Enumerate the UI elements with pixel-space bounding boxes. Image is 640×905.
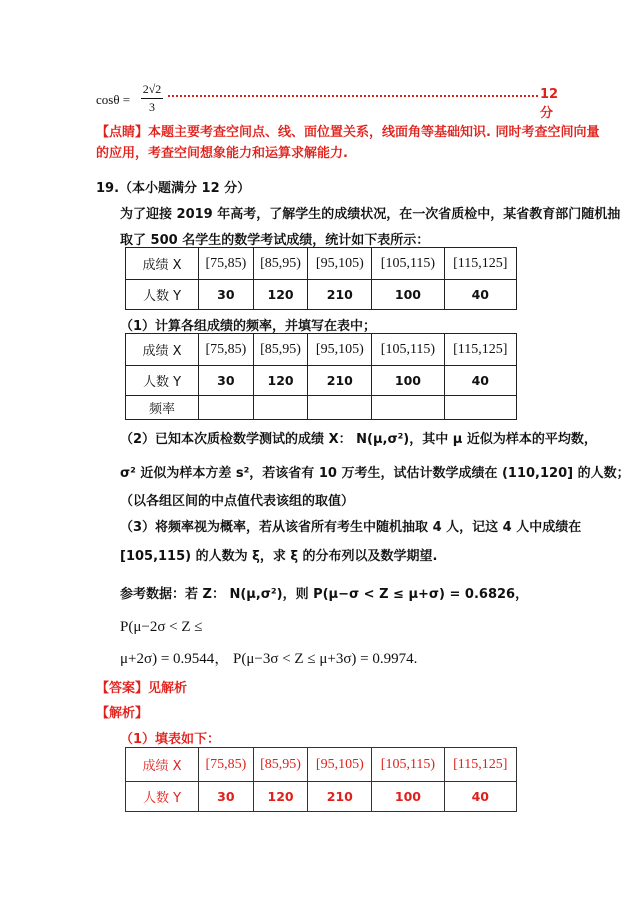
answer-line: 【答案】见解析	[96, 681, 188, 696]
table2-count: 210	[308, 366, 372, 396]
score-table-1	[125, 247, 517, 310]
table3-count: 210	[308, 782, 372, 812]
table2-interval: [75,85)	[199, 334, 254, 366]
reference-line-3: μ+2σ) = 0.9544， P(μ−3σ < Z ≤ μ+3σ) = 0.9974.	[120, 651, 418, 667]
table1-interval: [75,85)	[199, 248, 254, 280]
cos-theta-formula	[96, 82, 559, 121]
table1-interval: [95,105)	[308, 248, 372, 280]
table3-count: 30	[199, 782, 254, 812]
table3-interval: [85,95)	[253, 748, 308, 782]
score-label: 12 分	[540, 87, 559, 121]
reference-line-1: 参考数据：若 Z： N(μ,σ²)，则 P(μ−σ < Z ≤ μ+σ) = 0.6826，	[120, 587, 529, 602]
table1-count: 30	[199, 280, 254, 310]
table2-row2-label: 人数 Y	[126, 366, 199, 396]
comment-line-1: 【点睛】本题主要考查空间点、线、面位置关系，线面角等基础知识. 同时考查空间向量	[96, 125, 600, 140]
table3-interval: [95,105)	[308, 748, 372, 782]
question-intro-2: 取了 500 名学生的数学考试成绩，统计如下表所示：	[120, 233, 430, 248]
part-1-text: （1）计算各组成绩的频率，并填写在表中；	[120, 319, 377, 334]
table3-row1-label: 成绩 X	[126, 748, 199, 782]
table1-row2-label: 人数 Y	[126, 280, 199, 310]
cos-numerator: 2√2	[141, 82, 163, 99]
table1-interval: [85,95)	[253, 248, 308, 280]
table3-count: 40	[444, 782, 516, 812]
table2-count: 30	[199, 366, 254, 396]
table2-interval: [95,105)	[308, 334, 372, 366]
score-table-answer	[125, 747, 517, 812]
table2-row1-label: 成绩 X	[126, 334, 199, 366]
part-3-line-2: [105,115) 的人数为 ξ，求 ξ 的分布列以及数学期望.	[120, 549, 438, 564]
table1-count: 210	[308, 280, 372, 310]
table1-interval: [115,125]	[444, 248, 516, 280]
score-table-2	[125, 333, 517, 420]
analysis-step-1: （1）填表如下：	[120, 732, 221, 747]
table1-count: 120	[253, 280, 308, 310]
table3-row2-label: 人数 Y	[126, 782, 199, 812]
table3-count: 120	[253, 782, 308, 812]
table1-count: 100	[372, 280, 444, 310]
analysis-label: 【解析】	[96, 706, 149, 721]
table2-count: 40	[444, 366, 516, 396]
part-3-line-1: （3）将频率视为概率，若从该省所有考生中随机抽取 4 人，记这 4 人中成绩在	[120, 520, 582, 535]
table3-count: 100	[372, 782, 444, 812]
frequency-cell[interactable]	[253, 396, 308, 420]
cos-lhs: cosθ =	[96, 92, 131, 107]
part-2-line-3: （以各组区间的中点值代表该组的取值）	[120, 494, 355, 509]
part-2-line-1: （2）已知本次质检数学测试的成绩 X： N(μ,σ²)，其中 μ 近似为样本的平均数，	[120, 432, 597, 447]
table1-interval: [105,115)	[372, 248, 444, 280]
table2-row3-label: 频率	[126, 396, 199, 420]
frequency-cell[interactable]	[372, 396, 444, 420]
cos-fraction	[141, 82, 163, 115]
table1-row1-label: 成绩 X	[126, 248, 199, 280]
frequency-cell[interactable]	[444, 396, 516, 420]
table2-count: 100	[372, 366, 444, 396]
table2-interval: [105,115)	[372, 334, 444, 366]
frequency-cell[interactable]	[199, 396, 254, 420]
dotted-leader	[168, 95, 538, 97]
reference-line-2: P(μ−2σ < Z ≤	[120, 619, 203, 635]
table3-interval: [115,125]	[444, 748, 516, 782]
question-header: 19.（本小题满分 12 分）	[96, 181, 251, 196]
table3-interval: [75,85)	[199, 748, 254, 782]
table1-count: 40	[444, 280, 516, 310]
frequency-cell[interactable]	[308, 396, 372, 420]
question-intro-1: 为了迎接 2019 年高考，了解学生的成绩状况，在一次省质检中，某省教育部门随机抽	[120, 207, 621, 222]
table2-interval: [85,95)	[253, 334, 308, 366]
table2-interval: [115,125]	[444, 334, 516, 366]
table3-interval: [105,115)	[372, 748, 444, 782]
part-2-line-2: σ² 近似为样本方差 s²，若该省有 10 万考生，试估计数学成绩在 (110,120] 的人数；	[120, 466, 630, 481]
cos-denominator: 3	[149, 100, 155, 114]
comment-line-2: 的应用，考查空间想象能力和运算求解能力.	[96, 146, 348, 161]
table2-count: 120	[253, 366, 308, 396]
